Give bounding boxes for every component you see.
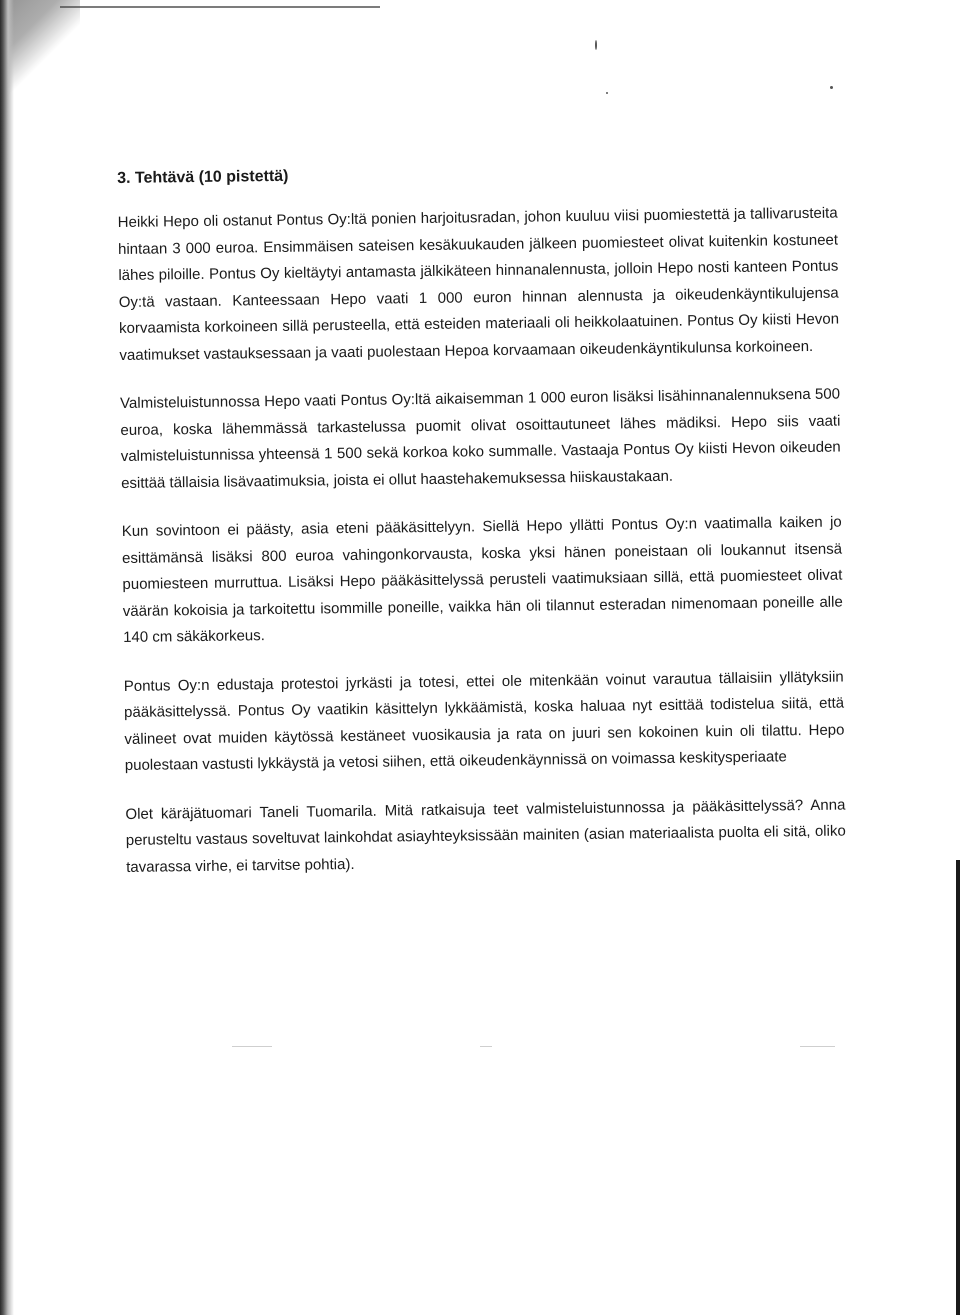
scan-left-edge xyxy=(0,0,14,1315)
scan-right-edge xyxy=(956,860,960,1315)
document-body xyxy=(117,159,847,903)
paragraph-background: Heikki Hepo oli ostanut Pontus Oy:ltä ponien harjoitusradan, johon kuuluu viisi puomiestettä ja tallivarusteita hintaan 3 000 euroa. Ensimmäisen sateisen kesäkuukauden jälkeen puomiesteet olivat kuitenkin kostuneet lähes piloille. Pontus Oy kieltäytyi antamasta jälkikäteen hinnanalennusta, jolloin Hepo nosti kanteen Pontus Oy:tä vastaan. Kanteessaan Hepo vaati 1 000 euron hinnan alennusta ja oikeudenkäyntikulujensa korvaamista korkoineen sillä perusteella, että esteiden materiaali oli heikkolaatuinen. Pontus Oy kiisti Hevon vaatimukset vastauksessaan ja vaati puolestaan Hepoa korvaamaan oikeudenkäyntikulunsa korkoineen. xyxy=(117,204,840,364)
scan-faint-mark xyxy=(480,1046,492,1047)
scan-faint-mark xyxy=(800,1046,835,1047)
paragraph-defendant-protest: Pontus Oy:n edustaja protestoi jyrkästi ja totesi, ettei ole mitenkään voinut varautua tällaisiin yllätyksiin pääkäsittelyssä. Pontus Oy vaatikin käsittelyn lykkäämistä, koska haluaa nyt esittää todistelua siitä, että välineet ovat muiden käytössä kestäneet vuosikausia ja rata on juuri sen kokoinen kuin oli tilattu. Hepo puolestaan vastusti lykkäystä ja vetosi siihen, että oikeudenkäynnissä on voimassa keskitysperiaate xyxy=(123,668,845,774)
scan-speck xyxy=(595,40,597,50)
scan-speck xyxy=(830,86,833,89)
scan-faint-mark xyxy=(232,1046,272,1047)
paragraph-question: Olet käräjätuomari Taneli Tuomarila. Mitä ratkaisuja teet valmisteluistunnossa ja pääkäsittelyssä? Anna perusteltu vastaus soveltuvat lainkohdat asiayhteyksissään mainiten (asian materiaalista puolta eli sitä, oliko tavarassa virhe, ei tarvitse pohtia). xyxy=(125,796,846,876)
paragraph-preparatory-hearing: Valmisteluistunnossa Hepo vaati Pontus Oy:ltä aikaisemman 1 000 euron lisäksi lisähinnanalennuksena 500 euroa, koska lähemmässä tarkastelussa puomit olivat osoittautuneet lähes mädiksi. Hepo siis vaati valmisteluistunnissa yhteensä 1 500 sekä korkoa koko summalle. Vastaaja Pontus Oy kiisti Hevon oikeuden esittää tällaisia lisävaatimuksia, joista ei ollut haastehakemuksessa hiiskaustakaan. xyxy=(119,385,841,492)
scan-speck xyxy=(606,92,608,94)
scan-top-line xyxy=(60,6,380,8)
task-title: 3. Tehtävä (10 pistettä) xyxy=(117,167,289,187)
paragraph-main-hearing: Kun sovintoon ei päästy, asia eteni pääkäsittelyyn. Siellä Hepo yllätti Pontus Oy:n vaatimalla kaiken jo esittämänsä lisäksi 800 euroa vahingonkorvausta, koska yksi hänen poneistaan oli loukannut itsensä puomiesteen murruttua. Lisäksi Hepo pääkäsittelyssä perusteli vaatimuksiaan sillä, että puomiesteet olivat väärän kokoisia ja tarkoitettu isommille poneille, vaikka hän oli tilannut esteradan nimenomaan poneille alle 140 cm säkäkorkeus. xyxy=(121,513,843,646)
